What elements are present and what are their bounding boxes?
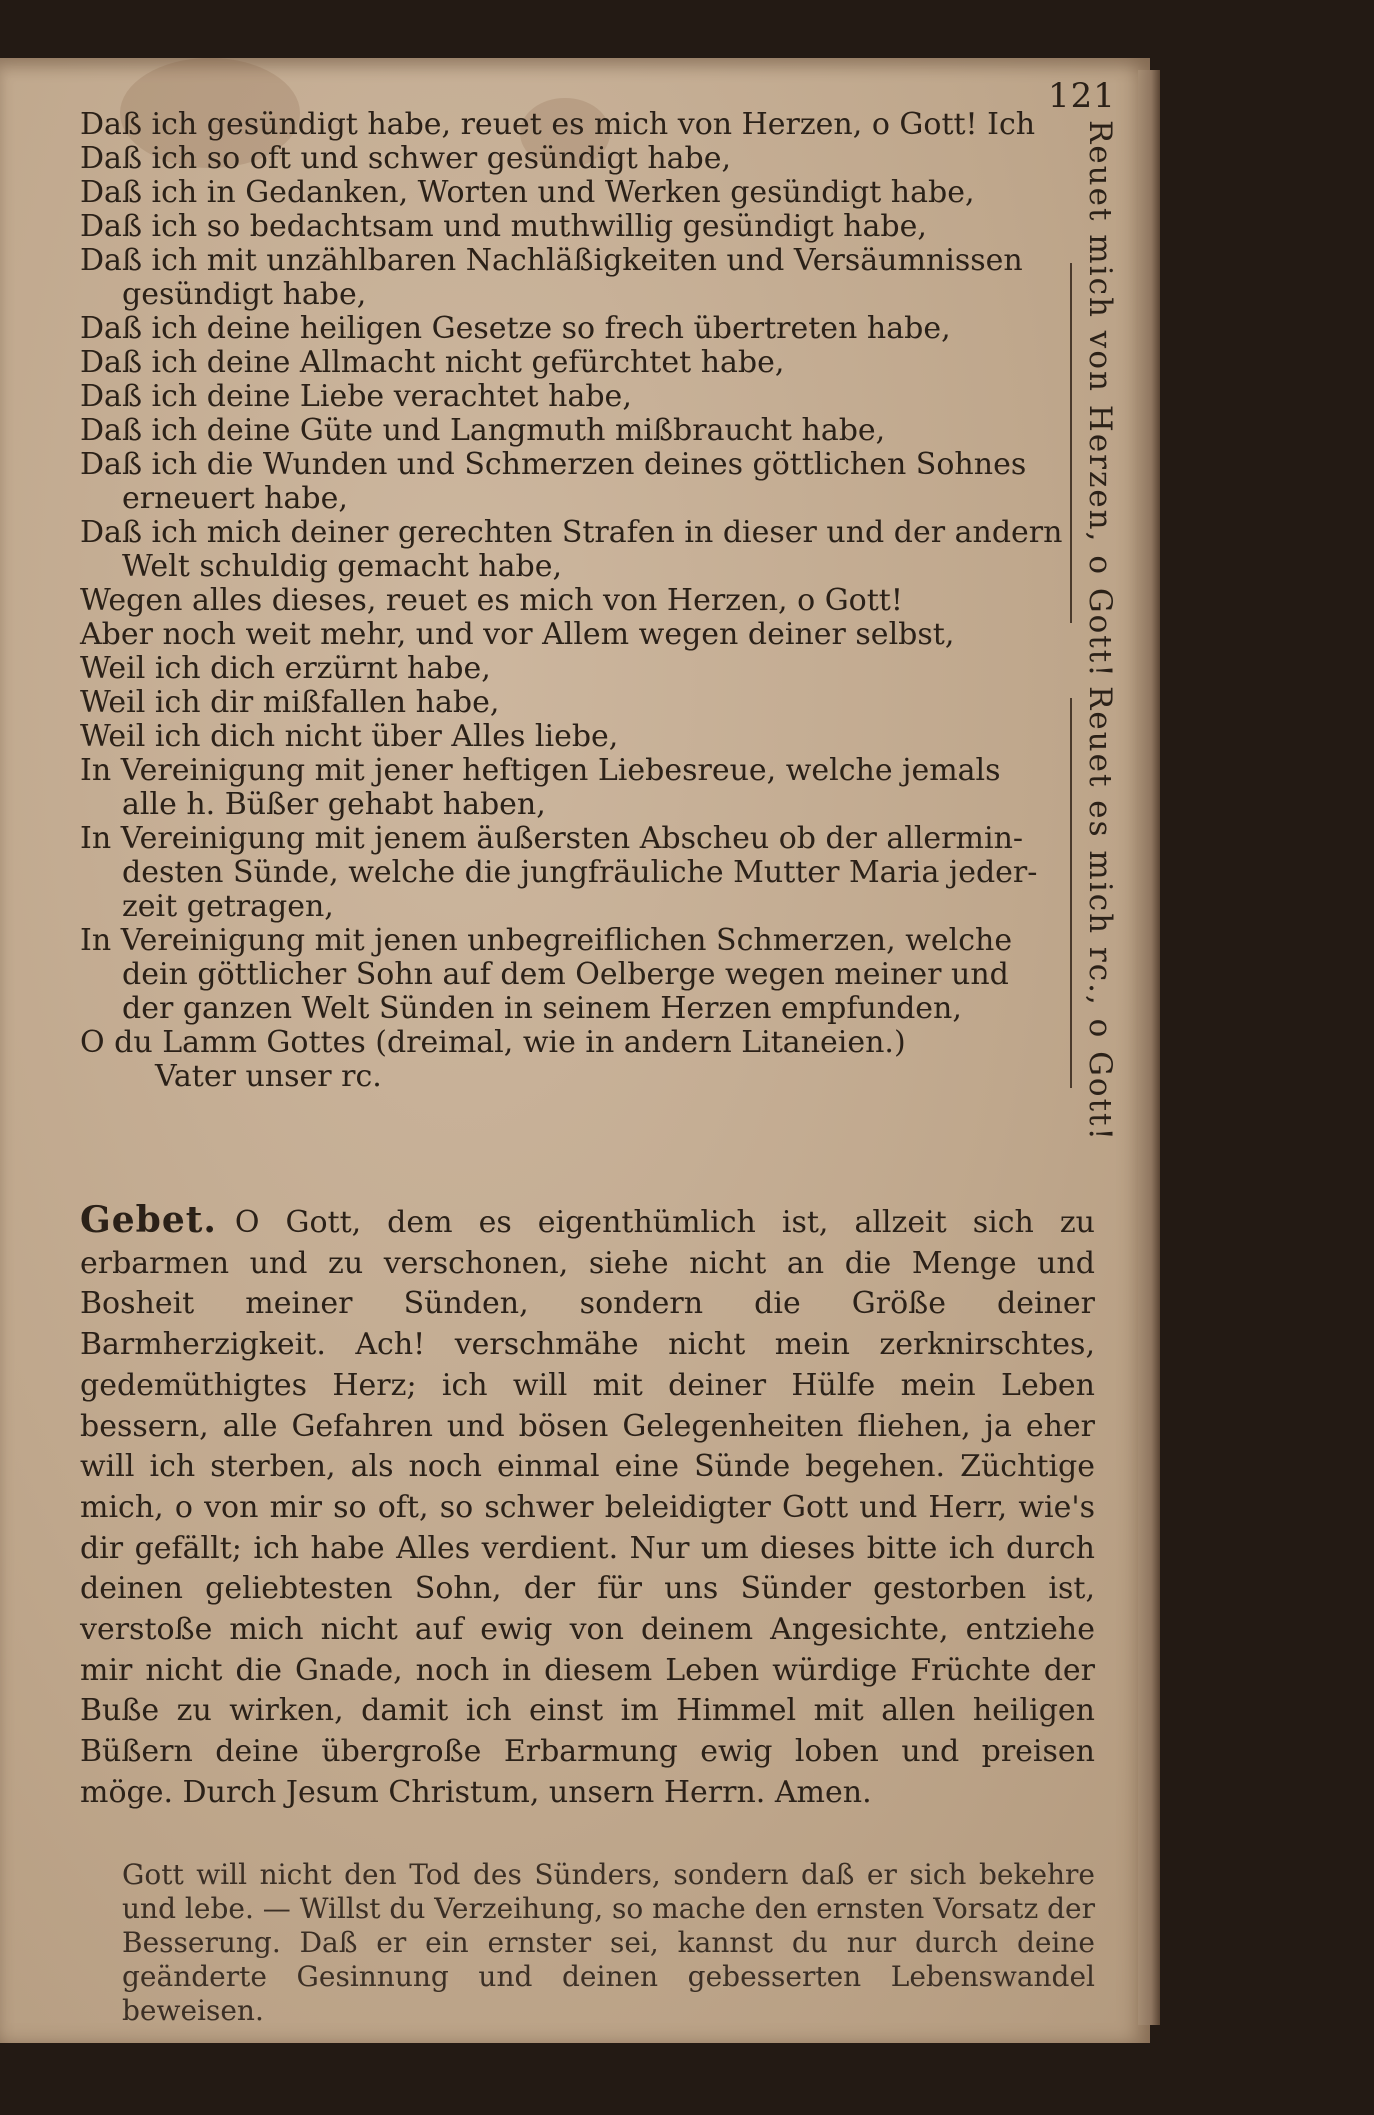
brace-line	[1070, 698, 1072, 1088]
closing-note	[80, 1858, 1095, 2028]
litany-line: Weil ich dich nicht über Alles liebe,	[80, 719, 619, 754]
litany-line: In Vereinigung mit jenen unbegreiflichen Schmerzen, welche	[80, 923, 1013, 958]
page-edge	[1138, 70, 1160, 2025]
litany-line: Daß ich mich deiner gerechten Strafen in dieser und der andern	[80, 515, 1063, 550]
litany-line: gesündigt habe,	[122, 277, 367, 312]
litany-line: Daß ich deine Liebe verachtet habe,	[80, 379, 632, 414]
side-refrain-first: Reuet mich von Herzen, o Gott!	[1082, 120, 1118, 679]
litany-line: der ganzen Welt Sünden in seinem Herzen empfunden,	[122, 991, 962, 1026]
litany-line: Daß ich in Gedanken, Worten und Werken gesündigt habe,	[80, 175, 975, 210]
litany-line: Vater unser rc.	[155, 1059, 382, 1094]
litany-line: O du Lamm Gottes (dreimal, wie in andern Litaneien.)	[80, 1025, 906, 1060]
litany-line: Daß ich mit unzählbaren Nachläßigkeiten und Versäumnissen	[80, 243, 1023, 278]
litany-line: Daß ich deine Güte und Langmuth mißbraucht habe,	[80, 413, 886, 448]
litany-line: dein göttlicher Sohn auf dem Oelberge wegen meiner und	[122, 957, 1009, 992]
side-refrain-second: Reuet es mich rc., o Gott!	[1082, 686, 1118, 1142]
page-number: 121	[1048, 76, 1116, 116]
litany-line: Wegen alles dieses, reuet es mich von Herzen, o Gott!	[80, 583, 903, 618]
litany-line: In Vereinigung mit jenem äußersten Abscheu ob der allermin-	[80, 821, 1024, 856]
litany-line: desten Sünde, welche die jungfräuliche Mutter Maria jeder-	[122, 855, 1038, 890]
litany-line: zeit getragen,	[122, 889, 334, 924]
litany-line: Daß ich so oft und schwer gesündigt habe,	[80, 141, 732, 176]
litany-line: erneuert habe,	[122, 481, 348, 516]
litany-list	[80, 107, 1063, 1094]
litany-line: Welt schuldig gemacht habe,	[122, 549, 563, 584]
closing-note-text: Gott will nicht den Tod des Sünders, sondern daß er sich bekehre und lebe. — Willst du Verzeihung, so mache den ernsten Vorsatz der Besserung. Daß er ein ernster sei, kannst du nur durch deine geänderte Gesinnung und deinen gebesserten Lebenswandel beweisen.	[122, 1858, 1095, 2027]
book-page	[0, 58, 1150, 2043]
prayer-paragraph	[80, 1200, 1095, 1814]
brace-line	[1070, 263, 1072, 623]
litany-line: Weil ich dich erzürnt habe,	[80, 651, 491, 686]
prayer-heading: Gebet.	[80, 1199, 217, 1241]
litany-line: Daß ich deine Allmacht nicht gefürchtet habe,	[80, 345, 785, 380]
prayer-text: O Gott, dem es eigenthümlich ist, allzeit sich zu erbarmen und zu verschonen, siehe nicht an die Menge und Bosheit meiner Sünden, sondern die Größe deiner Barmherzigkeit. Ach! verschmähe nicht mein zerknirschtes, gedemüthigtes Herz; ich will mit deiner Hülfe mein Leben bessern, alle Gefahren und bösen Gelegenheiten fliehen, ja eher will ich sterben, als noch einmal eine Sünde begehen. Züchtige mich, o von mir so oft, so schwer beleidigter Gott und Herr, wie's dir gefällt; ich habe Alles verdient. Nur um dieses bitte ich durch deinen geliebtesten Sohn, der für uns Sünder gestorben ist, verstoße mich nicht auf ewig von deinem Angesichte, entziehe mir nicht die Gnade, noch in diesem Leben würdige Früchte der Buße zu wirken, damit ich einst im Himmel mit allen heiligen Büßern deine übergroße Erbarmung ewig loben und preisen möge. Durch Jesum Christum, unsern Herrn. Amen.	[80, 1205, 1095, 1810]
litany-line: Daß ich die Wunden und Schmerzen deines göttlichen Sohnes	[80, 447, 1027, 482]
litany-line: In Vereinigung mit jener heftigen Liebesreue, welche jemals	[80, 753, 1001, 788]
litany-line: Daß ich deine heiligen Gesetze so frech übertreten habe,	[80, 311, 951, 346]
litany-line: Aber noch weit mehr, und vor Allem wegen deiner selbst,	[80, 617, 955, 652]
litany-line: alle h. Büßer gehabt haben,	[122, 787, 546, 822]
litany-line: Weil ich dir mißfallen habe,	[80, 685, 500, 720]
litany-line: Daß ich so bedachtsam und muthwillig gesündigt habe,	[80, 209, 927, 244]
litany-line: Daß ich gesündigt habe, reuet es mich von Herzen, o Gott! Ich	[80, 107, 1036, 142]
